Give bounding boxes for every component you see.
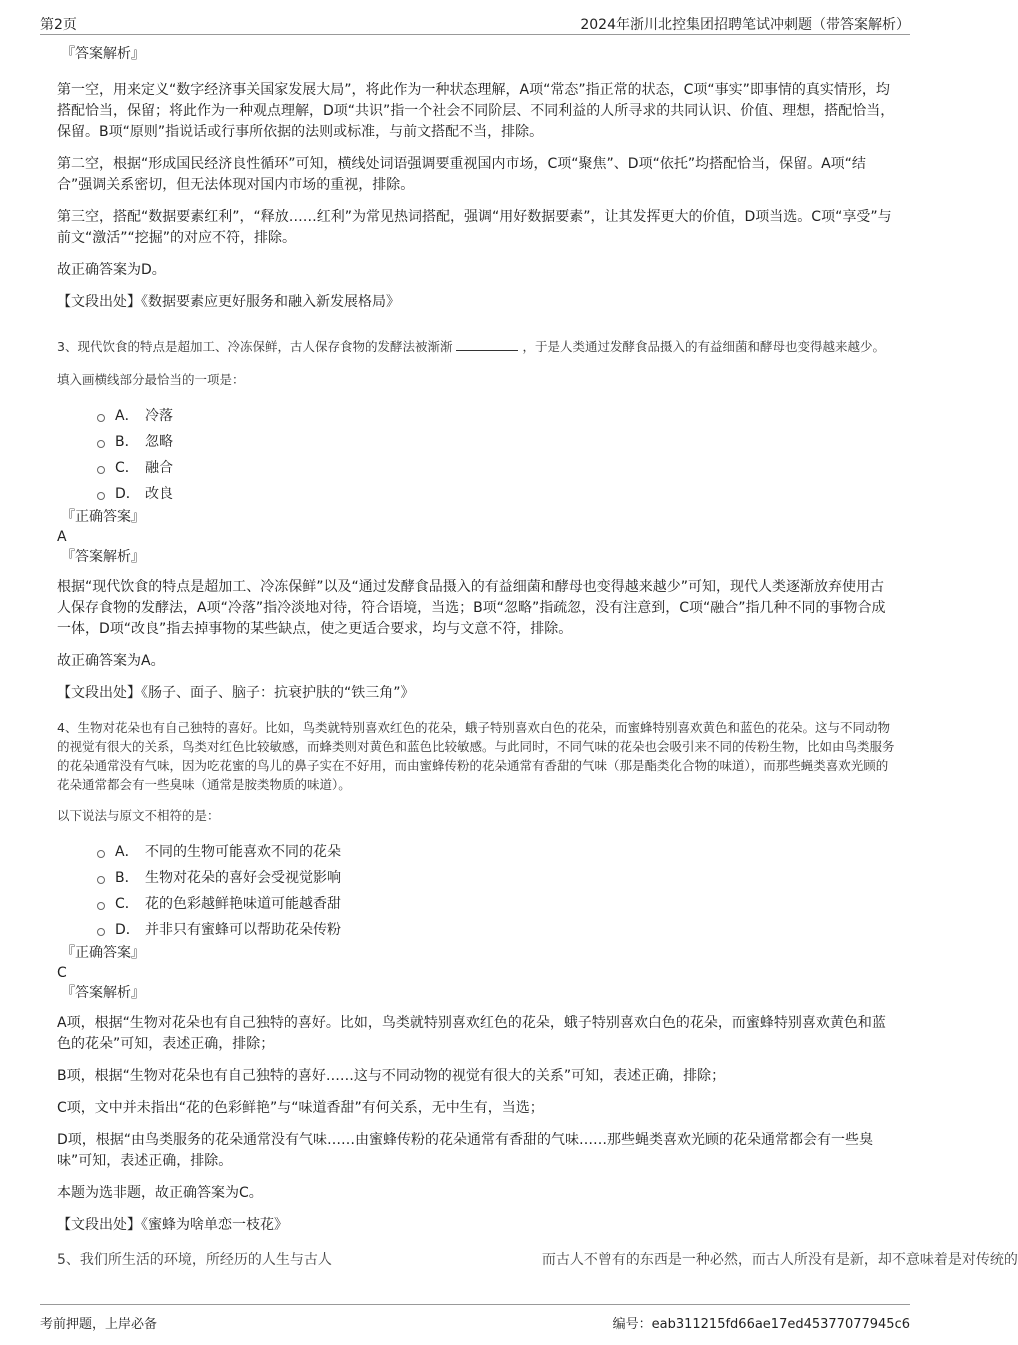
source-citation: 【文段出处】《肠子、面子、脑子：抗衰护肤的“铁三角”》	[57, 685, 415, 701]
analysis-paragraph: 第三空，搭配“数据要素红利”，“释放……红利”为常见热词搭配，强调“用好数据要素”，让其发挥更大的价值，D项当选。C项“享受”与前文“激活”“挖掘”的对应不符，排除。	[57, 209, 892, 246]
page-header	[40, 12, 910, 35]
option-c[interactable]: C． 融合	[97, 455, 897, 481]
question-stem-cut: 5、我们所生活的环境，所经历的人生与古人 而古人不曾有的东西是一种必然，而古人所没有是新，却不意味着是对传统的	[57, 1252, 1018, 1268]
correct-answer: C	[57, 965, 67, 981]
radio-icon[interactable]	[97, 850, 105, 858]
options-list	[57, 839, 897, 943]
source-citation: 【文段出处】《蜜蜂为啥单恋一枝花》	[57, 1217, 288, 1233]
radio-icon[interactable]	[97, 414, 105, 422]
radio-icon[interactable]	[97, 466, 105, 474]
radio-icon[interactable]	[97, 902, 105, 910]
footer-slogan: 考前押题，上岸必备	[40, 1317, 158, 1332]
option-b[interactable]: B． 忽略	[97, 429, 897, 455]
analysis-label: 『答案解析』	[61, 46, 145, 62]
correct-answer: A	[57, 529, 67, 545]
analysis-paragraph: 第一空，用来定义“数字经济事关国家发展大局”，将此作为一种状态理解，A项“常态”指正常的状态，C项“事实”即事情的真实情形，均搭配恰当，保留；将此作为一种观点理解，D项“共识”指一个社会不同阶层、不同利益的人所寻求的共同认识、价值、理想，搭配恰当，保留。B项“原则”指说话或行事所依据的法则或标准，与前文搭配不当，排除。	[57, 82, 895, 140]
analysis-label: 『答案解析』	[61, 985, 145, 1001]
correct-answer-label: 『正确答案』	[61, 509, 145, 525]
source-citation: 【文段出处】《数据要素应更好服务和融入新发展格局》	[57, 294, 400, 310]
correct-answer-label: 『正确答案』	[61, 945, 145, 961]
analysis-paragraph: A项，根据“生物对花朵也有自己独特的喜好。比如，鸟类就特别喜欢红色的花朵，蛾子特别喜欢白色的花朵，而蜜蜂特别喜欢黄色和蓝色的花朵”可知，表述正确，排除；	[57, 1015, 886, 1052]
options-list	[57, 403, 897, 507]
page-footer	[40, 1304, 910, 1335]
page-number: 第2页	[40, 17, 77, 33]
fill-blank	[456, 338, 518, 351]
analysis-paragraph: B项，根据“生物对花朵也有自己独特的喜好……这与不同动物的视觉有很大的关系”可知，表述正确，排除；	[57, 1068, 726, 1084]
analysis-paragraph: D项，根据“由鸟类服务的花朵通常没有气味……由蜜蜂传粉的花朵通常有香甜的气味……那些蝇类喜欢光顾的花朵通常都会有一些臭味”可知，表述正确，排除。	[57, 1132, 874, 1169]
analysis-paragraph: C项，文中并未指出“花的色彩鲜艳”与“味道香甜”有何关系，无中生有，当选；	[57, 1100, 544, 1116]
analysis-paragraph: 根据“现代饮食的特点是超加工、冷冻保鲜”以及“通过发酵食品摄入的有益细菌和酵母也变得越来越少”可知，现代人类逐渐放弃使用古人保存食物的发酵法，A项“冷落”指冷淡地对待，符合语境，当选；B项“忽略”指疏忽，没有注意到，C项“融合”指几种不同的事物合成一体，D项“改良”指去掉事物的某些缺点，使之更适合要求，均与文意不符，排除。	[57, 579, 886, 637]
option-d[interactable]: D． 并非只有蜜蜂可以帮助花朵传粉	[97, 917, 897, 943]
option-c[interactable]: C． 花的色彩越鲜艳味道可能越香甜	[97, 891, 897, 917]
radio-icon[interactable]	[97, 492, 105, 500]
option-d[interactable]: D． 改良	[97, 481, 897, 507]
option-b[interactable]: B． 生物对花朵的喜好会受视觉影响	[97, 865, 897, 891]
radio-icon[interactable]	[97, 876, 105, 884]
option-a[interactable]: A． 冷落	[97, 403, 897, 429]
main-content	[57, 44, 1018, 1298]
analysis-conclusion: 本题为选非题，故正确答案为C。	[57, 1185, 263, 1201]
analysis-conclusion: 故正确答案为A。	[57, 653, 165, 669]
document-code: 编号：eab311215fd66ae17ed45377077945c6	[612, 1317, 910, 1332]
question-stem: 3、现代饮食的特点是超加工、冷冻保鲜，古人保存食物的发酵法被渐渐 ，于是人类通过发酵食品摄入的有益细菌和酵母也变得越来越少。	[57, 339, 885, 354]
analysis-conclusion: 故正确答案为D。	[57, 262, 166, 278]
question-prompt: 填入画横线部分最恰当的一项是：	[57, 372, 245, 387]
question-prompt: 以下说法与原文不相符的是：	[57, 808, 220, 823]
analysis-paragraph: 第二空，根据“形成国民经济良性循环”可知，横线处词语强调要重视国内市场，C项“聚焦”、D项“依托”均搭配恰当，保留。A项“结合”强调关系密切，但无法体现对国内市场的重视，排除。	[57, 156, 866, 193]
question-stem: 4、生物对花朵也有自己独特的喜好。比如，鸟类就特别喜欢红色的花朵，蛾子特别喜欢白色的花朵，而蜜蜂特别喜欢黄色和蓝色的花朵。这与不同动物的视觉有很大的关系，鸟类对红色比较敏感，而蜂类则对黄色和蓝色比较敏感。与此同时，不同气味的花朵也会吸引来不同的传粉生物，比如由鸟类服务的花朵通常没有气味，因为吃花蜜的鸟儿的鼻子实在不好用，而由蜜蜂传粉的花朵通常有香甜的气味（那是酯类化合物的味道），而那些蝇类喜欢光顾的花朵通常都会有一些臭味（通常是胺类物质的味道）。	[57, 720, 895, 792]
document-title: 2024年浙川北控集团招聘笔试冲刺题（带答案解析）	[580, 17, 910, 33]
option-a[interactable]: A． 不同的生物可能喜欢不同的花朵	[97, 839, 897, 865]
radio-icon[interactable]	[97, 928, 105, 936]
radio-icon[interactable]	[97, 440, 105, 448]
analysis-label: 『答案解析』	[61, 549, 145, 565]
